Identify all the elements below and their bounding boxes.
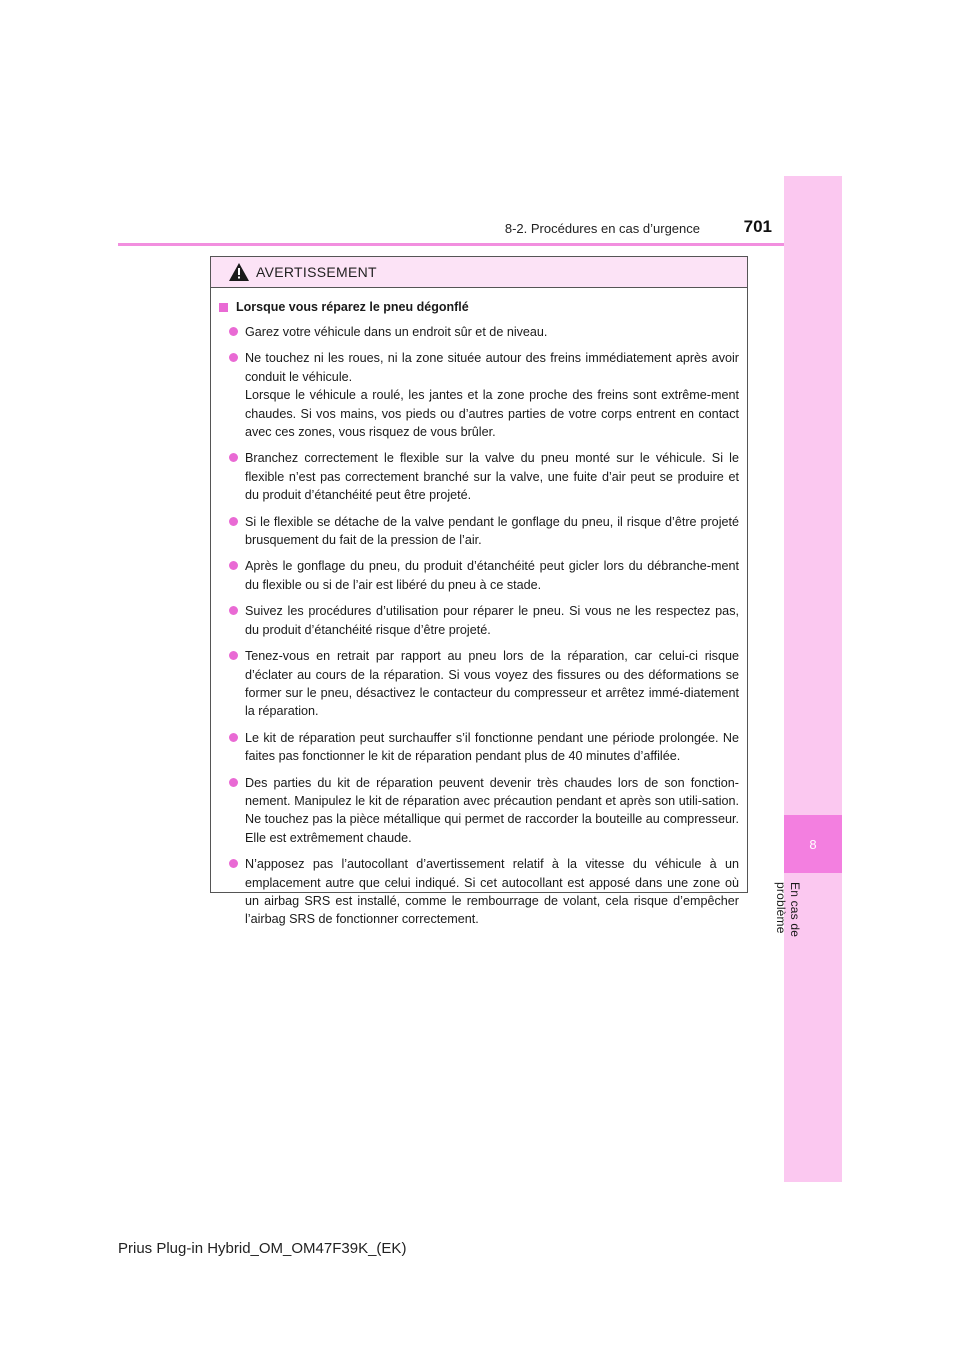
- list-item-text: Suivez les procédures d’utilisation pour réparer le pneu. Si vous ne les respectez pas, du produit d’étanchéité risque d’être projeté.: [245, 604, 739, 637]
- list-item-text: Ne touchez ni les roues, ni la zone située autour des freins immédiatement après avoir conduit le véhicule. Lorsque le véhicule a roulé, les jantes et la zone proche des freins sont extrême-ment chaudes. Si vos mains, vos pieds ou d’autres parties de votre corps entrent en contact avec ces zones, vous risquez de vous brûler.: [245, 351, 739, 440]
- bullet-dot-icon: [229, 606, 238, 615]
- list-item: [219, 323, 739, 341]
- bullet-dot-icon: [229, 353, 238, 362]
- warning-title: AVERTISSEMENT: [256, 264, 377, 280]
- section-heading-text: Lorsque vous réparez le pneu dégonflé: [236, 300, 469, 314]
- list-item-text: Des parties du kit de réparation peuvent devenir très chaudes lors de son fonction-nement. Manipulez le kit de réparation avec précaution pendant et après son utili-sation. Ne touchez pas la pièce métallique qui permet de raccorder la bouteille au compresseur. Elle est extrêmement chaude.: [245, 775, 739, 845]
- list-item: [219, 513, 739, 550]
- square-bullet-icon: [219, 303, 228, 312]
- list-item-text: Tenez-vous en retrait par rapport au pneu lors de la réparation, car celui-ci risque d’éclater au cours de la réparation. Si vous voyez des fissures ou des déformations se former sur le pneu, désactivez le contacteur du compresseur et arrêtez immé-diatement la réparation.: [245, 649, 739, 719]
- bullet-dot-icon: [229, 778, 238, 787]
- list-item: [219, 729, 739, 766]
- bullet-dot-icon: [229, 561, 238, 570]
- side-tab: [774, 176, 842, 1182]
- bullet-dot-icon: [229, 453, 238, 462]
- list-item-text: Après le gonflage du pneu, du produit d’étanchéité peut gicler lors du débranche-ment du flexible ou si de l’air est libéré du pneu à ce stade.: [245, 559, 739, 592]
- list-item: [219, 349, 739, 441]
- warning-box: [210, 256, 748, 927]
- list-item-text: Le kit de réparation peut surchauffer s’il fonctionne pendant une période prolongée. Ne faites pas fonctionner le kit de réparation pendant plus de 40 minutes d’affilée.: [245, 730, 739, 764]
- bullet-dot-icon: [229, 651, 238, 660]
- warning-body: [211, 288, 747, 929]
- list-item-text: Branchez correctement le flexible sur la valve du pneu monté sur le véhicule. Si le flexible n’est pas correctement branché sur la valve, une fuite d’air peut se produire et du produit d’étanchéité peut être projeté.: [245, 451, 739, 503]
- bullet-dot-icon: [229, 733, 238, 742]
- header-divider: [118, 243, 784, 246]
- list-item: [219, 602, 739, 639]
- page-number: 701: [743, 217, 772, 236]
- chapter-title-vertical: En cas de problème: [774, 882, 802, 938]
- footer-document-id: Prius Plug-in Hybrid_OM_OM47F39K_(EK): [118, 1240, 407, 1257]
- chapter-number-tab: 8: [784, 815, 842, 873]
- list-item: [219, 557, 739, 594]
- list-item: [219, 449, 739, 504]
- section-heading: [219, 300, 739, 314]
- warning-triangle-icon: [229, 263, 249, 281]
- bullet-dot-icon: [229, 517, 238, 526]
- list-item: [219, 774, 739, 848]
- warning-header: [211, 257, 747, 288]
- list-item: [219, 855, 739, 929]
- list-item: [219, 647, 739, 721]
- list-item-text: Garez votre véhicule dans un endroit sûr et de niveau.: [245, 325, 548, 339]
- list-item-text: Si le flexible se détache de la valve pendant le gonflage du pneu, il risque d’être projeté brusquement du fait de la pression de l’air.: [245, 514, 739, 548]
- warning-items-list: [219, 323, 739, 929]
- header-section-title: 8-2. Procédures en cas d’urgence: [504, 221, 700, 236]
- bullet-dot-icon: [229, 859, 238, 868]
- list-item-text: N’apposez pas l’autocollant d’avertissement relatif à la vitesse du véhicule à un emplacement autre que celui indiqué. Si cet autocollant est apposé dans une zone où un airbag SRS est installé, comme le rembourrage de volant, cela risque d’empêcher l’airbag SRS de fonctionner correctement.: [245, 857, 739, 927]
- bullet-dot-icon: [229, 327, 238, 336]
